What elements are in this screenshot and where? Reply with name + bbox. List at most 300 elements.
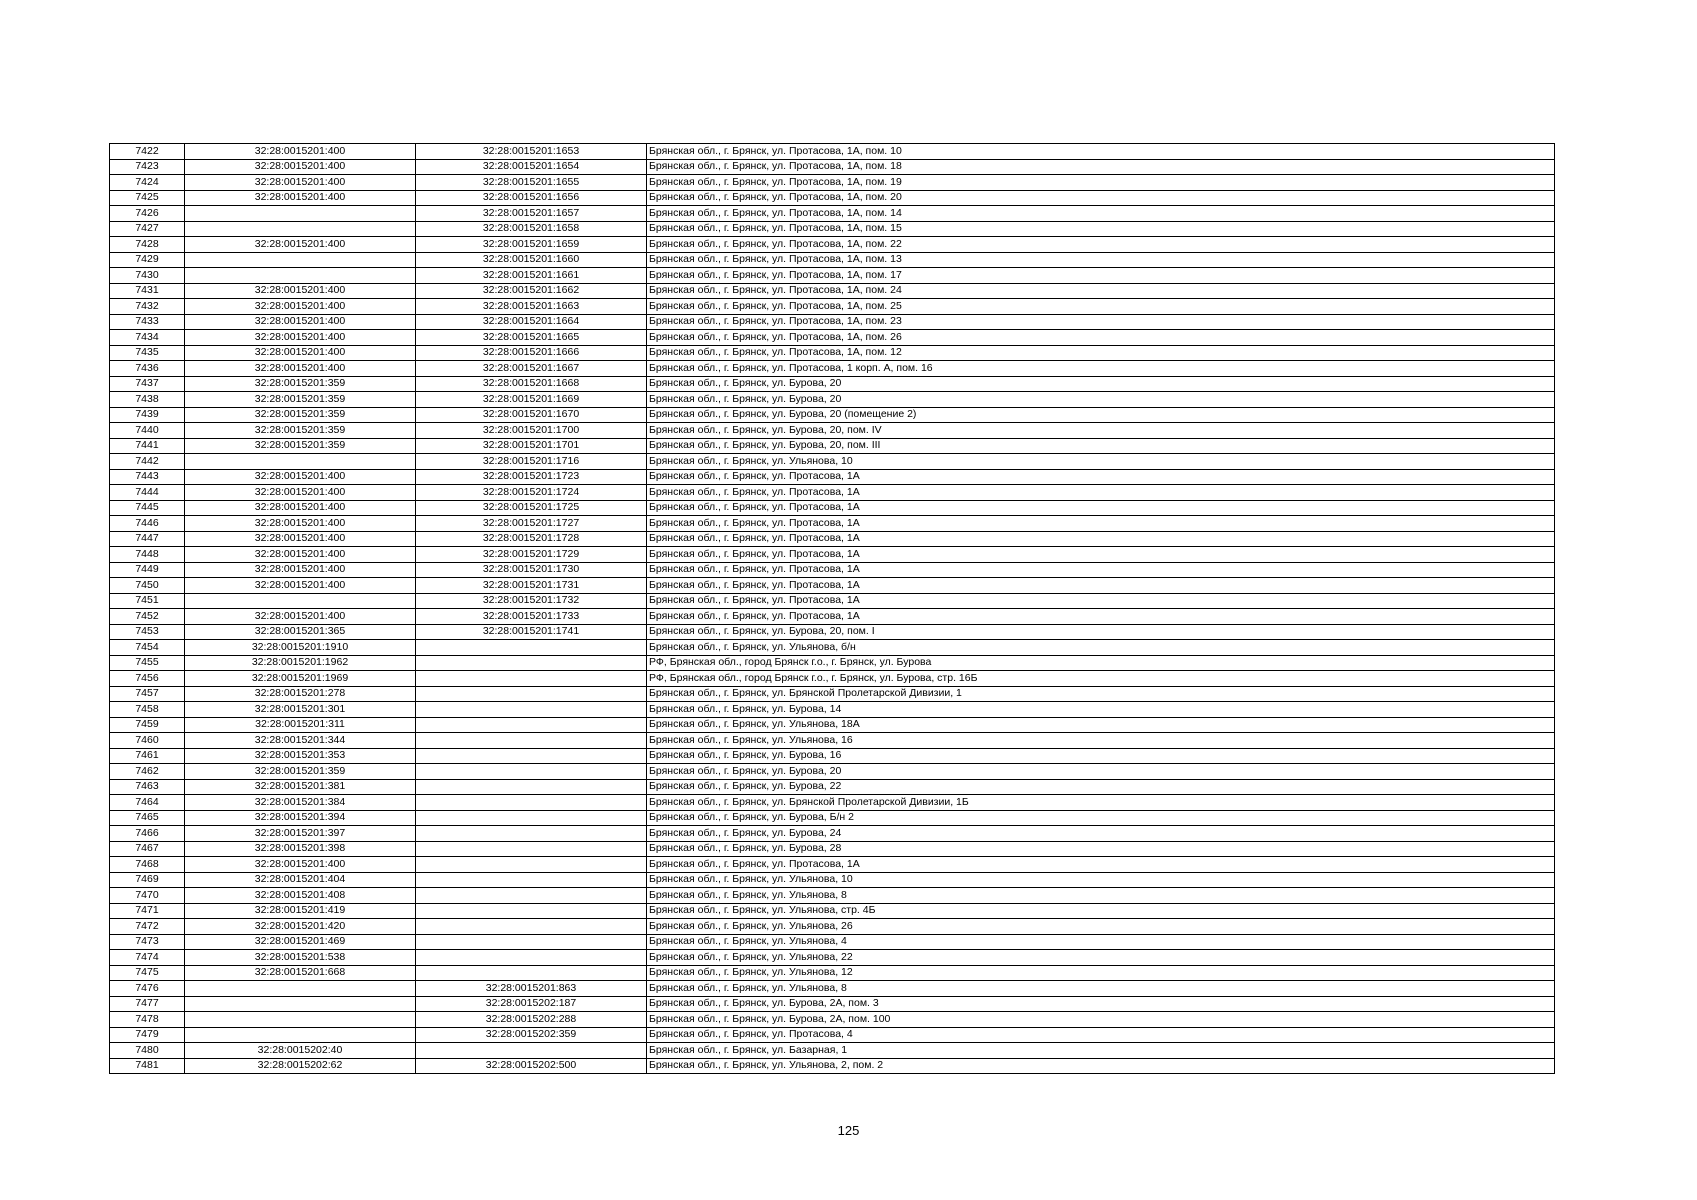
address-cell: Брянская обл., г. Брянск, ул. Бурова, 20, пом. III [647, 438, 1555, 454]
row-number-cell: 7464 [110, 795, 185, 811]
address-cell: Брянская обл., г. Брянск, ул. Бурова, 16 [647, 748, 1555, 764]
table-row [110, 578, 1555, 594]
row-number-cell: 7461 [110, 748, 185, 764]
cadastral-number-cell: 32:28:0015202:288 [416, 1012, 647, 1028]
row-number-cell: 7462 [110, 764, 185, 780]
row-number-cell: 7428 [110, 237, 185, 253]
table-row [110, 1058, 1555, 1074]
table-row [110, 996, 1555, 1012]
cadastral-number-cell [416, 748, 647, 764]
address-cell: Брянская обл., г. Брянск, ул. Бурова, 20 [647, 392, 1555, 408]
parent-cadastral-number-cell: 32:28:0015201:400 [185, 159, 416, 175]
table-row [110, 888, 1555, 904]
cadastral-number-cell: 32:28:0015201:1668 [416, 376, 647, 392]
parent-cadastral-number-cell: 32:28:0015201:311 [185, 717, 416, 733]
address-cell: Брянская обл., г. Брянск, ул. Ульянова, 2, пом. 2 [647, 1058, 1555, 1074]
address-cell: Брянская обл., г. Брянск, ул. Бурова, 14 [647, 702, 1555, 718]
address-cell: Брянская обл., г. Брянск, ул. Протасова, 1А, пом. 26 [647, 330, 1555, 346]
cadastral-number-cell [416, 965, 647, 981]
table-row [110, 438, 1555, 454]
table-row [110, 624, 1555, 640]
cadastral-number-cell: 32:28:0015202:500 [416, 1058, 647, 1074]
row-number-cell: 7454 [110, 640, 185, 656]
cadastral-number-cell: 32:28:0015201:1741 [416, 624, 647, 640]
cadastral-number-cell [416, 717, 647, 733]
row-number-cell: 7474 [110, 950, 185, 966]
parent-cadastral-number-cell: 32:28:0015201:278 [185, 686, 416, 702]
parent-cadastral-number-cell: 32:28:0015201:1969 [185, 671, 416, 687]
address-cell: Брянская обл., г. Брянск, ул. Брянской Пролетарской Дивизии, 1 [647, 686, 1555, 702]
row-number-cell: 7453 [110, 624, 185, 640]
row-number-cell: 7445 [110, 500, 185, 516]
table-row [110, 485, 1555, 501]
row-number-cell: 7425 [110, 190, 185, 206]
cadastral-number-cell: 32:28:0015201:1727 [416, 516, 647, 532]
row-number-cell: 7438 [110, 392, 185, 408]
address-cell: Брянская обл., г. Брянск, ул. Ульянова, стр. 4Б [647, 903, 1555, 919]
cadastral-number-cell [416, 857, 647, 873]
table-row [110, 206, 1555, 222]
cadastral-number-cell: 32:28:0015201:1657 [416, 206, 647, 222]
table-row [110, 159, 1555, 175]
table-row [110, 175, 1555, 191]
parent-cadastral-number-cell: 32:28:0015201:353 [185, 748, 416, 764]
parent-cadastral-number-cell: 32:28:0015201:359 [185, 423, 416, 439]
row-number-cell: 7449 [110, 562, 185, 578]
table-row [110, 841, 1555, 857]
cadastral-number-cell: 32:28:0015201:1659 [416, 237, 647, 253]
parent-cadastral-number-cell: 32:28:0015201:1962 [185, 655, 416, 671]
row-number-cell: 7435 [110, 345, 185, 361]
row-number-cell: 7434 [110, 330, 185, 346]
table-row [110, 562, 1555, 578]
cadastral-number-cell: 32:28:0015201:1724 [416, 485, 647, 501]
address-cell: Брянская обл., г. Брянск, ул. Бурова, 20, пом. I [647, 624, 1555, 640]
address-cell: Брянская обл., г. Брянск, ул. Бурова, 20 [647, 376, 1555, 392]
cadastral-number-cell [416, 841, 647, 857]
cadastral-number-cell [416, 872, 647, 888]
address-cell: Брянская обл., г. Брянск, ул. Протасова, 1А, пом. 14 [647, 206, 1555, 222]
address-cell: Брянская обл., г. Брянск, ул. Ульянова, 16 [647, 733, 1555, 749]
parent-cadastral-number-cell [185, 981, 416, 997]
address-cell: Брянская обл., г. Брянск, ул. Ульянова, 8 [647, 888, 1555, 904]
address-cell: Брянская обл., г. Брянск, ул. Протасова, 1А, пом. 18 [647, 159, 1555, 175]
parent-cadastral-number-cell: 32:28:0015201:344 [185, 733, 416, 749]
row-number-cell: 7429 [110, 252, 185, 268]
cadastral-number-cell [416, 826, 647, 842]
address-cell: Брянская обл., г. Брянск, ул. Ульянова, 12 [647, 965, 1555, 981]
address-cell: Брянская обл., г. Брянск, ул. Протасова, 1А [647, 562, 1555, 578]
row-number-cell: 7427 [110, 221, 185, 237]
cadastral-number-cell [416, 1043, 647, 1059]
table-row [110, 903, 1555, 919]
address-cell: Брянская обл., г. Брянск, ул. Ульянова, 10 [647, 454, 1555, 470]
page-number: 125 [837, 1123, 860, 1138]
parent-cadastral-number-cell: 32:28:0015201:408 [185, 888, 416, 904]
address-cell: Брянская обл., г. Брянск, ул. Протасова, 4 [647, 1027, 1555, 1043]
table-row [110, 1027, 1555, 1043]
address-cell: Брянская обл., г. Брянск, ул. Протасова, 1А, пом. 22 [647, 237, 1555, 253]
row-number-cell: 7469 [110, 872, 185, 888]
cadastral-number-cell [416, 764, 647, 780]
table-row [110, 810, 1555, 826]
cadastral-number-cell: 32:28:0015201:1654 [416, 159, 647, 175]
table-row [110, 748, 1555, 764]
address-cell: Брянская обл., г. Брянск, ул. Протасова, 1А, пом. 15 [647, 221, 1555, 237]
table-row [110, 655, 1555, 671]
address-cell: Брянская обл., г. Брянск, ул. Протасова, 1А [647, 609, 1555, 625]
table-row [110, 702, 1555, 718]
table-row [110, 423, 1555, 439]
parent-cadastral-number-cell: 32:28:0015201:400 [185, 237, 416, 253]
table-row [110, 531, 1555, 547]
row-number-cell: 7458 [110, 702, 185, 718]
table-row [110, 237, 1555, 253]
cadastral-number-cell: 32:28:0015201:1669 [416, 392, 647, 408]
parent-cadastral-number-cell [185, 1027, 416, 1043]
cadastral-number-cell: 32:28:0015201:1656 [416, 190, 647, 206]
address-cell: Брянская обл., г. Брянск, ул. Протасова, 1А, пом. 10 [647, 144, 1555, 160]
parent-cadastral-number-cell: 32:28:0015201:400 [185, 283, 416, 299]
cadastral-number-cell [416, 640, 647, 656]
cadastral-number-cell: 32:28:0015201:1723 [416, 469, 647, 485]
row-number-cell: 7446 [110, 516, 185, 532]
parent-cadastral-number-cell: 32:28:0015201:400 [185, 175, 416, 191]
table-row [110, 872, 1555, 888]
cadastral-number-cell [416, 686, 647, 702]
cadastral-number-cell [416, 903, 647, 919]
address-cell: Брянская обл., г. Брянск, ул. Протасова, 1А [647, 469, 1555, 485]
row-number-cell: 7466 [110, 826, 185, 842]
cadastral-number-cell: 32:28:0015201:1653 [416, 144, 647, 160]
table-row [110, 717, 1555, 733]
parent-cadastral-number-cell [185, 996, 416, 1012]
cadastral-number-cell [416, 733, 647, 749]
address-cell: Брянская обл., г. Брянск, ул. Ульянова, 8 [647, 981, 1555, 997]
parent-cadastral-number-cell: 32:28:0015201:400 [185, 857, 416, 873]
parent-cadastral-number-cell: 32:28:0015201:400 [185, 330, 416, 346]
row-number-cell: 7476 [110, 981, 185, 997]
address-cell: Брянская обл., г. Брянск, ул. Бурова, 20, пом. IV [647, 423, 1555, 439]
row-number-cell: 7451 [110, 593, 185, 609]
table-row [110, 221, 1555, 237]
parent-cadastral-number-cell: 32:28:0015201:359 [185, 764, 416, 780]
parent-cadastral-number-cell [185, 1012, 416, 1028]
table-row [110, 516, 1555, 532]
address-cell: Брянская обл., г. Брянск, ул. Бурова, 28 [647, 841, 1555, 857]
address-cell: Брянская обл., г. Брянск, ул. Протасова, 1А, пом. 17 [647, 268, 1555, 284]
row-number-cell: 7441 [110, 438, 185, 454]
table-row [110, 764, 1555, 780]
row-number-cell: 7456 [110, 671, 185, 687]
table-row [110, 950, 1555, 966]
table-row [110, 190, 1555, 206]
address-cell: Брянская обл., г. Брянск, ул. Протасова, 1А, пом. 19 [647, 175, 1555, 191]
parent-cadastral-number-cell: 32:28:0015201:400 [185, 485, 416, 501]
cadastral-number-cell: 32:28:0015202:359 [416, 1027, 647, 1043]
table-row [110, 283, 1555, 299]
address-cell: Брянская обл., г. Брянск, ул. Протасова, 1А [647, 547, 1555, 563]
table-row [110, 857, 1555, 873]
row-number-cell: 7439 [110, 407, 185, 423]
cadastral-number-cell: 32:28:0015201:1670 [416, 407, 647, 423]
address-cell: Брянская обл., г. Брянск, ул. Протасова, 1А [647, 531, 1555, 547]
table-row [110, 392, 1555, 408]
parent-cadastral-number-cell: 32:28:0015201:359 [185, 438, 416, 454]
address-cell: Брянская обл., г. Брянск, ул. Ульянова, 4 [647, 934, 1555, 950]
row-number-cell: 7442 [110, 454, 185, 470]
parent-cadastral-number-cell [185, 593, 416, 609]
parent-cadastral-number-cell: 32:28:0015201:400 [185, 531, 416, 547]
registry-table [109, 143, 1555, 1074]
address-cell: Брянская обл., г. Брянск, ул. Протасова, 1А, пом. 12 [647, 345, 1555, 361]
address-cell: Брянская обл., г. Брянск, ул. Брянской Пролетарской Дивизии, 1Б [647, 795, 1555, 811]
address-cell: Брянская обл., г. Брянск, ул. Бурова, 20 (помещение 2) [647, 407, 1555, 423]
table-row [110, 469, 1555, 485]
parent-cadastral-number-cell: 32:28:0015201:359 [185, 392, 416, 408]
cadastral-number-cell: 32:28:0015201:1660 [416, 252, 647, 268]
row-number-cell: 7432 [110, 299, 185, 315]
table-row [110, 376, 1555, 392]
table-row [110, 733, 1555, 749]
address-cell: РФ, Брянская обл., город Брянск г.о., г. Брянск, ул. Бурова, стр. 16Б [647, 671, 1555, 687]
parent-cadastral-number-cell: 32:28:0015201:397 [185, 826, 416, 842]
row-number-cell: 7475 [110, 965, 185, 981]
row-number-cell: 7478 [110, 1012, 185, 1028]
address-cell: Брянская обл., г. Брянск, ул. Протасова, 1А [647, 857, 1555, 873]
parent-cadastral-number-cell: 32:28:0015201:400 [185, 361, 416, 377]
cadastral-number-cell [416, 810, 647, 826]
row-number-cell: 7468 [110, 857, 185, 873]
parent-cadastral-number-cell: 32:28:0015201:398 [185, 841, 416, 857]
parent-cadastral-number-cell: 32:28:0015201:359 [185, 407, 416, 423]
parent-cadastral-number-cell: 32:28:0015201:400 [185, 500, 416, 516]
parent-cadastral-number-cell: 32:28:0015201:538 [185, 950, 416, 966]
cadastral-number-cell: 32:28:0015201:1731 [416, 578, 647, 594]
parent-cadastral-number-cell [185, 268, 416, 284]
row-number-cell: 7457 [110, 686, 185, 702]
parent-cadastral-number-cell [185, 252, 416, 268]
parent-cadastral-number-cell: 32:28:0015201:400 [185, 562, 416, 578]
cadastral-number-cell: 32:28:0015201:1716 [416, 454, 647, 470]
cadastral-number-cell: 32:28:0015201:1729 [416, 547, 647, 563]
parent-cadastral-number-cell: 32:28:0015201:419 [185, 903, 416, 919]
cadastral-number-cell [416, 950, 647, 966]
parent-cadastral-number-cell: 32:28:0015201:400 [185, 609, 416, 625]
address-cell: Брянская обл., г. Брянск, ул. Протасова, 1 корп. А, пом. 16 [647, 361, 1555, 377]
row-number-cell: 7431 [110, 283, 185, 299]
cadastral-number-cell: 32:28:0015201:1663 [416, 299, 647, 315]
cadastral-number-cell: 32:28:0015201:1700 [416, 423, 647, 439]
row-number-cell: 7463 [110, 779, 185, 795]
parent-cadastral-number-cell: 32:28:0015201:359 [185, 376, 416, 392]
row-number-cell: 7436 [110, 361, 185, 377]
row-number-cell: 7447 [110, 531, 185, 547]
parent-cadastral-number-cell: 32:28:0015202:62 [185, 1058, 416, 1074]
table-row [110, 965, 1555, 981]
cadastral-number-cell: 32:28:0015201:863 [416, 981, 647, 997]
parent-cadastral-number-cell: 32:28:0015201:365 [185, 624, 416, 640]
row-number-cell: 7455 [110, 655, 185, 671]
row-number-cell: 7480 [110, 1043, 185, 1059]
address-cell: Брянская обл., г. Брянск, ул. Бурова, 20 [647, 764, 1555, 780]
row-number-cell: 7479 [110, 1027, 185, 1043]
parent-cadastral-number-cell [185, 454, 416, 470]
address-cell: Брянская обл., г. Брянск, ул. Ульянова, 18А [647, 717, 1555, 733]
cadastral-number-cell: 32:28:0015201:1667 [416, 361, 647, 377]
address-cell: Брянская обл., г. Брянск, ул. Бурова, Б/н 2 [647, 810, 1555, 826]
address-cell: Брянская обл., г. Брянск, ул. Протасова, 1А [647, 578, 1555, 594]
cadastral-number-cell: 32:28:0015201:1662 [416, 283, 647, 299]
row-number-cell: 7459 [110, 717, 185, 733]
table-row [110, 252, 1555, 268]
table-row [110, 919, 1555, 935]
row-number-cell: 7481 [110, 1058, 185, 1074]
address-cell: Брянская обл., г. Брянск, ул. Бурова, 22 [647, 779, 1555, 795]
cadastral-number-cell: 32:28:0015201:1655 [416, 175, 647, 191]
parent-cadastral-number-cell: 32:28:0015201:469 [185, 934, 416, 950]
row-number-cell: 7470 [110, 888, 185, 904]
table-row [110, 671, 1555, 687]
registry-table-body [110, 144, 1555, 1074]
row-number-cell: 7477 [110, 996, 185, 1012]
parent-cadastral-number-cell [185, 221, 416, 237]
parent-cadastral-number-cell: 32:28:0015201:404 [185, 872, 416, 888]
parent-cadastral-number-cell: 32:28:0015201:668 [185, 965, 416, 981]
address-cell: Брянская обл., г. Брянск, ул. Протасова, 1А [647, 516, 1555, 532]
row-number-cell: 7422 [110, 144, 185, 160]
table-row [110, 795, 1555, 811]
row-number-cell: 7473 [110, 934, 185, 950]
address-cell: Брянская обл., г. Брянск, ул. Протасова, 1А [647, 500, 1555, 516]
parent-cadastral-number-cell: 32:28:0015201:400 [185, 314, 416, 330]
table-row [110, 1012, 1555, 1028]
parent-cadastral-number-cell: 32:28:0015201:400 [185, 469, 416, 485]
table-row [110, 144, 1555, 160]
parent-cadastral-number-cell: 32:28:0015201:384 [185, 795, 416, 811]
table-row [110, 826, 1555, 842]
table-row [110, 779, 1555, 795]
address-cell: Брянская обл., г. Брянск, ул. Протасова, 1А, пом. 25 [647, 299, 1555, 315]
row-number-cell: 7443 [110, 469, 185, 485]
parent-cadastral-number-cell: 32:28:0015201:400 [185, 190, 416, 206]
parent-cadastral-number-cell: 32:28:0015201:394 [185, 810, 416, 826]
row-number-cell: 7424 [110, 175, 185, 191]
parent-cadastral-number-cell: 32:28:0015201:420 [185, 919, 416, 935]
parent-cadastral-number-cell [185, 206, 416, 222]
cadastral-number-cell: 32:28:0015201:1658 [416, 221, 647, 237]
parent-cadastral-number-cell: 32:28:0015201:381 [185, 779, 416, 795]
cadastral-number-cell: 32:28:0015202:187 [416, 996, 647, 1012]
row-number-cell: 7471 [110, 903, 185, 919]
table-row [110, 500, 1555, 516]
cadastral-number-cell: 32:28:0015201:1701 [416, 438, 647, 454]
cadastral-number-cell [416, 919, 647, 935]
table-row [110, 299, 1555, 315]
table-row [110, 609, 1555, 625]
row-number-cell: 7460 [110, 733, 185, 749]
table-row [110, 345, 1555, 361]
cadastral-number-cell: 32:28:0015201:1665 [416, 330, 647, 346]
cadastral-number-cell [416, 934, 647, 950]
address-cell: Брянская обл., г. Брянск, ул. Протасова, 1А [647, 593, 1555, 609]
table-row [110, 981, 1555, 997]
cadastral-number-cell [416, 888, 647, 904]
parent-cadastral-number-cell: 32:28:0015201:400 [185, 547, 416, 563]
cadastral-number-cell: 32:28:0015201:1666 [416, 345, 647, 361]
address-cell: Брянская обл., г. Брянск, ул. Протасова, 1А, пом. 23 [647, 314, 1555, 330]
table-row [110, 547, 1555, 563]
cadastral-number-cell: 32:28:0015201:1661 [416, 268, 647, 284]
cadastral-number-cell: 32:28:0015201:1733 [416, 609, 647, 625]
parent-cadastral-number-cell: 32:28:0015201:400 [185, 578, 416, 594]
table-row [110, 686, 1555, 702]
cadastral-number-cell [416, 795, 647, 811]
table-row [110, 593, 1555, 609]
table-row [110, 314, 1555, 330]
table-row [110, 330, 1555, 346]
row-number-cell: 7467 [110, 841, 185, 857]
parent-cadastral-number-cell: 32:28:0015201:400 [185, 345, 416, 361]
parent-cadastral-number-cell: 32:28:0015201:1910 [185, 640, 416, 656]
row-number-cell: 7423 [110, 159, 185, 175]
row-number-cell: 7444 [110, 485, 185, 501]
address-cell: Брянская обл., г. Брянск, ул. Ульянова, 22 [647, 950, 1555, 966]
address-cell: Брянская обл., г. Брянск, ул. Ульянова, б/н [647, 640, 1555, 656]
cadastral-number-cell: 32:28:0015201:1732 [416, 593, 647, 609]
address-cell: Брянская обл., г. Брянск, ул. Ульянова, 26 [647, 919, 1555, 935]
table-row [110, 1043, 1555, 1059]
row-number-cell: 7430 [110, 268, 185, 284]
address-cell: Брянская обл., г. Брянск, ул. Базарная, 1 [647, 1043, 1555, 1059]
table-row [110, 454, 1555, 470]
address-cell: Брянская обл., г. Брянск, ул. Протасова, 1А, пом. 13 [647, 252, 1555, 268]
address-cell: Брянская обл., г. Брянск, ул. Протасова, 1А, пом. 20 [647, 190, 1555, 206]
parent-cadastral-number-cell: 32:28:0015201:400 [185, 299, 416, 315]
row-number-cell: 7448 [110, 547, 185, 563]
row-number-cell: 7433 [110, 314, 185, 330]
address-cell: Брянская обл., г. Брянск, ул. Бурова, 24 [647, 826, 1555, 842]
address-cell: Брянская обл., г. Брянск, ул. Бурова, 2А, пом. 3 [647, 996, 1555, 1012]
row-number-cell: 7437 [110, 376, 185, 392]
row-number-cell: 7465 [110, 810, 185, 826]
cadastral-number-cell [416, 702, 647, 718]
cadastral-number-cell [416, 655, 647, 671]
table-row [110, 268, 1555, 284]
table-row [110, 407, 1555, 423]
row-number-cell: 7440 [110, 423, 185, 439]
cadastral-number-cell [416, 671, 647, 687]
parent-cadastral-number-cell: 32:28:0015201:400 [185, 144, 416, 160]
address-cell: Брянская обл., г. Брянск, ул. Протасова, 1А [647, 485, 1555, 501]
address-cell: РФ, Брянская обл., город Брянск г.о., г. Брянск, ул. Бурова [647, 655, 1555, 671]
parent-cadastral-number-cell: 32:28:0015202:40 [185, 1043, 416, 1059]
row-number-cell: 7450 [110, 578, 185, 594]
cadastral-number-cell: 32:28:0015201:1730 [416, 562, 647, 578]
address-cell: Брянская обл., г. Брянск, ул. Протасова, 1А, пом. 24 [647, 283, 1555, 299]
cadastral-number-cell: 32:28:0015201:1725 [416, 500, 647, 516]
address-cell: Брянская обл., г. Брянск, ул. Бурова, 2А, пом. 100 [647, 1012, 1555, 1028]
cadastral-number-cell: 32:28:0015201:1728 [416, 531, 647, 547]
row-number-cell: 7472 [110, 919, 185, 935]
table-row [110, 934, 1555, 950]
cadastral-number-cell: 32:28:0015201:1664 [416, 314, 647, 330]
row-number-cell: 7452 [110, 609, 185, 625]
address-cell: Брянская обл., г. Брянск, ул. Ульянова, 10 [647, 872, 1555, 888]
parent-cadastral-number-cell: 32:28:0015201:400 [185, 516, 416, 532]
table-row [110, 640, 1555, 656]
row-number-cell: 7426 [110, 206, 185, 222]
